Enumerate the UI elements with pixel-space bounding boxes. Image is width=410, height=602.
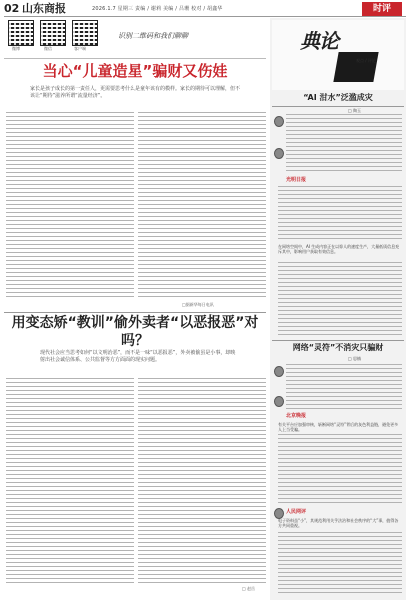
right-article1-title: “AI 泔水”泛滥成灾	[303, 93, 373, 102]
page-number: 02	[4, 2, 20, 15]
article2-body-col1	[6, 378, 134, 584]
avatar	[274, 116, 284, 127]
qr-code-icon	[40, 20, 66, 46]
divider	[272, 340, 404, 341]
page-header	[4, 2, 406, 17]
right-article2-body-2	[278, 434, 402, 504]
right-article3-source: 人民网评	[286, 509, 307, 515]
article2-summary: 现代社会应当思考如何“以文明治恶”，而不是一味“以恶报恶”，外卖被偷虽是小事，却映射出社会诚信体系、公共监督等方方面面的现实问题。	[40, 350, 236, 363]
right-article1-body-3	[278, 262, 402, 338]
avatar	[274, 366, 284, 377]
qr-tag: 微信	[44, 46, 52, 51]
article2-byline: □ 赵岳	[242, 586, 256, 591]
article1-byline: □据新华每日电讯	[182, 302, 214, 307]
avatar	[274, 148, 284, 159]
divider	[4, 312, 266, 313]
header-meta: 2026.1.7 星期三 责编 / 谢莉 美编 / 吕珊 校对 / 胡鑫华	[92, 6, 223, 12]
right-article2-source: 北京晚报	[286, 413, 307, 419]
divider	[4, 58, 266, 59]
article1-body-col1	[6, 112, 134, 298]
right-article1-body-2	[278, 186, 402, 242]
article1-summary: 家长是孩子成长的第一责任人，更需要思考什么是童年该有的模样。家长的期待可以理解，但不该让“期待”滋养所谓“流量经济”。	[30, 86, 241, 99]
masthead-subtitle: 观点 / 评论	[356, 58, 376, 63]
qr-code-icon	[8, 20, 34, 46]
article1-title: 当心“儿童造星”骗财又伤娃	[42, 62, 228, 80]
right-article3-quote: 电子资料虽“小”，其规范利用关乎法治和社会秩序的“大”事，值得各方共同重视。	[278, 518, 399, 528]
section-badge: 时评	[362, 2, 402, 16]
right-article1-author: □ 陶玉	[348, 108, 362, 113]
qr-tag: 微博	[12, 46, 20, 51]
article1-body-col2	[138, 112, 266, 298]
right-article1-body	[286, 114, 402, 174]
article2-title: 用变态矫“教训”偷外卖者“以恶报恶”对吗？	[11, 315, 259, 349]
avatar	[274, 396, 284, 407]
qr-slogan: 识别二维码和我们聊聊	[118, 32, 188, 40]
divider	[272, 106, 404, 107]
masthead-calligraphy: 典论	[300, 29, 338, 53]
qr-tag: 客户端	[74, 46, 86, 51]
masthead-ink-block	[333, 52, 378, 82]
right-article1-source: 光明日报	[286, 177, 307, 183]
right-article2-author: □ 思楠	[348, 356, 362, 361]
right-article2-body	[286, 364, 402, 410]
right-article1-quote: 在网络空间中，AI 生成内容正在以惊人的速度生产，大量低质信息充斥其中，影响用户获取有效信息。	[278, 244, 400, 254]
right-article2-quote: 有关平台应加强审核，斩断网络“灵符”背后的灰色利益链，避免更多人上当受骗。	[278, 422, 399, 432]
paper-name: 山东商报	[22, 2, 66, 15]
article2-body-col2	[138, 378, 266, 584]
right-article2-title: 网络“灵符”不消灾只骗财	[292, 343, 384, 352]
right-article3-body	[278, 532, 402, 594]
qr-code-icon	[72, 20, 98, 46]
